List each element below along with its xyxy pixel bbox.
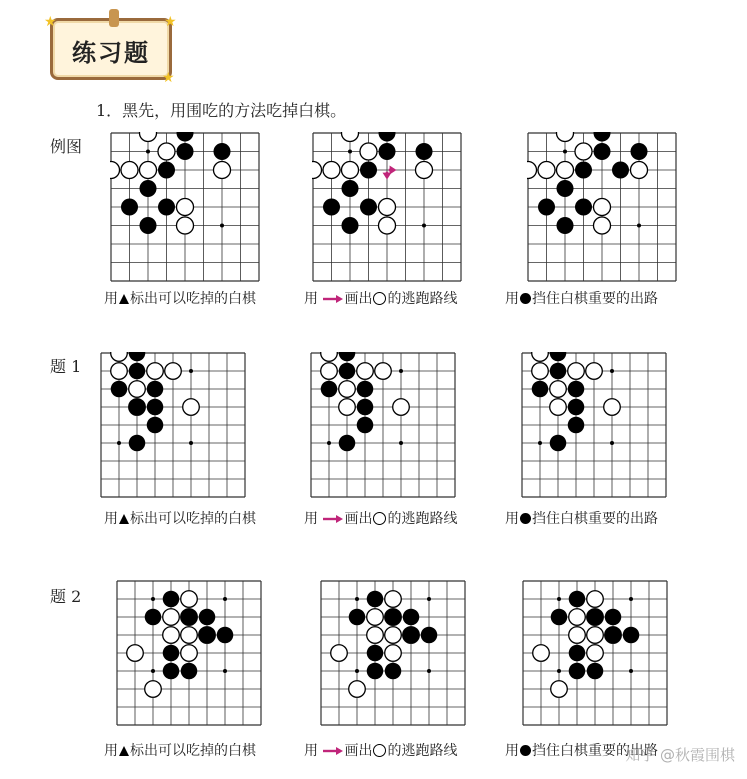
watermark: 知乎 @秋霞围棋 <box>625 746 735 764</box>
white-stone <box>127 645 144 662</box>
caption-draw: 用 画出 的逃跑路线 <box>304 743 458 759</box>
star-point <box>610 441 614 445</box>
black-stone <box>145 609 162 626</box>
black-stone <box>415 143 432 160</box>
black-stone <box>121 198 138 215</box>
star-point <box>348 150 352 154</box>
black-stone <box>605 609 622 626</box>
star-point <box>146 150 150 154</box>
white-stone <box>385 627 402 644</box>
caption-mark: 用 标出可以吃掉的白棋 <box>104 743 256 759</box>
black-stone <box>623 627 640 644</box>
white-stone <box>341 132 358 142</box>
white-stone <box>378 217 395 234</box>
go-board <box>110 132 260 282</box>
white-stone <box>213 161 230 178</box>
go-board <box>116 580 262 726</box>
row-label-example: 例图 <box>50 137 83 156</box>
white-stone <box>568 363 585 380</box>
black-stone <box>341 180 358 197</box>
black-stone <box>367 591 384 608</box>
black-stone <box>367 663 384 680</box>
black-stone <box>568 417 585 434</box>
black-stone <box>612 161 629 178</box>
black-stone <box>385 609 402 626</box>
nail-decoration <box>109 9 119 27</box>
star-point <box>610 369 614 373</box>
black-stone <box>147 399 164 416</box>
black-stone <box>129 435 146 452</box>
white-stone <box>181 645 198 662</box>
star-point <box>538 441 542 445</box>
black-stone <box>163 663 180 680</box>
white-stone <box>556 161 573 178</box>
go-board <box>527 132 677 282</box>
black-stone-icon <box>520 513 531 524</box>
white-stone <box>158 143 175 160</box>
black-stone <box>111 381 128 398</box>
white-stone <box>139 161 156 178</box>
black-stone <box>181 663 198 680</box>
black-stone <box>357 381 374 398</box>
star-point <box>117 441 121 445</box>
black-stone <box>550 352 567 361</box>
black-stone <box>213 143 230 160</box>
white-stone <box>339 399 356 416</box>
white-stone <box>532 352 549 361</box>
black-stone <box>323 198 340 215</box>
white-stone <box>110 161 120 178</box>
star-point <box>427 597 431 601</box>
go-board <box>521 352 667 498</box>
black-stone <box>532 381 549 398</box>
star-point <box>327 441 331 445</box>
white-stone <box>593 198 610 215</box>
white-stone <box>550 399 567 416</box>
black-stone <box>360 161 377 178</box>
black-stone <box>357 399 374 416</box>
white-stone <box>176 198 193 215</box>
white-stone <box>415 161 432 178</box>
white-stone <box>321 352 338 361</box>
white-stone <box>145 681 162 698</box>
black-stone <box>139 217 156 234</box>
black-stone-icon <box>520 293 531 304</box>
white-stone <box>556 132 573 142</box>
black-stone <box>378 132 395 142</box>
black-stone <box>199 627 216 644</box>
white-stone <box>357 363 374 380</box>
white-stone <box>181 591 198 608</box>
white-stone <box>331 645 348 662</box>
white-stone <box>587 591 604 608</box>
white-stone <box>360 143 377 160</box>
black-stone <box>139 180 156 197</box>
white-stone <box>323 161 340 178</box>
white-stone <box>163 627 180 644</box>
white-stone <box>378 198 395 215</box>
white-stone <box>385 591 402 608</box>
star-point <box>220 224 224 228</box>
star-icon: ★ <box>164 14 177 30</box>
star-point <box>189 441 193 445</box>
caption-block: 用 挡住白棋重要的出路 <box>505 291 658 307</box>
white-stone <box>551 681 568 698</box>
black-stone <box>568 381 585 398</box>
white-stone <box>593 217 610 234</box>
star-point <box>563 150 567 154</box>
black-stone <box>129 399 146 416</box>
black-stone <box>568 399 585 416</box>
triangle-icon <box>119 514 129 524</box>
star-icon: ★ <box>162 70 175 86</box>
black-stone <box>378 143 395 160</box>
white-stone-icon <box>373 744 386 757</box>
black-stone <box>163 591 180 608</box>
white-stone <box>586 363 603 380</box>
black-stone <box>575 198 592 215</box>
caption-mark: 用 标出可以吃掉的白棋 <box>104 511 256 527</box>
white-stone <box>569 627 586 644</box>
black-stone <box>593 143 610 160</box>
white-stone <box>527 161 537 178</box>
arrow-icon <box>322 514 344 524</box>
black-stone <box>217 627 234 644</box>
black-stone <box>339 435 356 452</box>
black-stone <box>569 663 586 680</box>
white-stone <box>111 352 128 361</box>
white-stone <box>176 217 193 234</box>
black-stone <box>360 198 377 215</box>
star-point <box>422 224 426 228</box>
white-stone <box>538 161 555 178</box>
black-stone <box>421 627 438 644</box>
black-stone <box>587 609 604 626</box>
star-point <box>629 597 633 601</box>
black-stone <box>569 645 586 662</box>
black-stone <box>339 363 356 380</box>
white-stone <box>533 645 550 662</box>
star-point <box>223 669 227 673</box>
star-point <box>355 597 359 601</box>
black-stone <box>385 663 402 680</box>
black-stone <box>587 663 604 680</box>
black-stone <box>321 381 338 398</box>
go-board <box>312 132 462 282</box>
white-stone <box>367 609 384 626</box>
go-board <box>100 352 246 498</box>
star-point <box>557 597 561 601</box>
arrow-icon <box>322 746 344 756</box>
white-stone <box>630 161 647 178</box>
white-stone <box>375 363 392 380</box>
black-stone <box>550 435 567 452</box>
star-point <box>399 441 403 445</box>
black-stone <box>550 363 567 380</box>
go-board <box>522 580 668 726</box>
black-stone-icon <box>520 745 531 756</box>
white-stone <box>139 132 156 142</box>
star-point <box>629 669 633 673</box>
black-stone <box>199 609 216 626</box>
white-stone <box>341 161 358 178</box>
white-stone <box>367 627 384 644</box>
caption-mark: 用 标出可以吃掉的白棋 <box>104 291 256 307</box>
white-stone <box>181 627 198 644</box>
white-stone <box>575 143 592 160</box>
black-stone <box>569 591 586 608</box>
star-point <box>189 369 193 373</box>
white-stone <box>121 161 138 178</box>
white-stone <box>587 645 604 662</box>
black-stone <box>181 609 198 626</box>
black-stone <box>176 132 193 142</box>
white-stone <box>604 399 621 416</box>
star-point <box>355 669 359 673</box>
page-title: 练习题 <box>72 39 150 67</box>
white-stone <box>321 363 338 380</box>
black-stone <box>556 217 573 234</box>
white-stone-icon <box>373 512 386 525</box>
caption-block: 用 挡住白棋重要的出路 <box>505 743 658 759</box>
white-stone <box>165 363 182 380</box>
escape-arrowhead <box>383 173 392 180</box>
star-point <box>557 669 561 673</box>
black-stone <box>349 609 366 626</box>
black-stone <box>538 198 555 215</box>
white-stone <box>587 627 604 644</box>
black-stone <box>163 645 180 662</box>
star-point <box>151 669 155 673</box>
star-point <box>427 669 431 673</box>
black-stone <box>339 352 356 361</box>
white-stone <box>349 681 366 698</box>
caption-draw: 用 画出 的逃跑路线 <box>304 511 458 527</box>
go-board <box>310 352 456 498</box>
black-stone <box>630 143 647 160</box>
title-badge <box>50 18 172 80</box>
white-stone <box>385 645 402 662</box>
star-point <box>151 597 155 601</box>
arrow-icon <box>322 294 344 304</box>
black-stone <box>357 417 374 434</box>
black-stone <box>403 609 420 626</box>
black-stone <box>551 609 568 626</box>
triangle-icon <box>119 294 129 304</box>
white-stone <box>163 609 180 626</box>
star-icon: ★ <box>44 14 57 30</box>
black-stone <box>147 417 164 434</box>
white-stone <box>129 381 146 398</box>
white-stone-icon <box>373 292 386 305</box>
black-stone <box>605 627 622 644</box>
white-stone <box>569 609 586 626</box>
white-stone <box>183 399 200 416</box>
black-stone <box>403 627 420 644</box>
white-stone <box>532 363 549 380</box>
white-stone <box>312 161 322 178</box>
black-stone <box>593 132 610 142</box>
star-point <box>637 224 641 228</box>
black-stone <box>556 180 573 197</box>
white-stone <box>147 363 164 380</box>
caption-block: 用 挡住白棋重要的出路 <box>505 511 658 527</box>
go-board <box>320 580 466 726</box>
black-stone <box>158 161 175 178</box>
black-stone <box>129 363 146 380</box>
row-label-problem-2: 题 2 <box>50 587 82 606</box>
black-stone <box>575 161 592 178</box>
white-stone <box>393 399 410 416</box>
caption-draw: 用 画出 的逃跑路线 <box>304 291 458 307</box>
black-stone <box>129 352 146 361</box>
triangle-icon <box>119 746 129 756</box>
star-point <box>223 597 227 601</box>
star-point <box>399 369 403 373</box>
white-stone <box>339 381 356 398</box>
black-stone <box>176 143 193 160</box>
question-text: 1．黑先，用围吃的方法吃掉白棋。 <box>96 101 347 120</box>
black-stone <box>158 198 175 215</box>
white-stone <box>111 363 128 380</box>
row-label-problem-1: 题 1 <box>50 357 82 376</box>
white-stone <box>550 381 567 398</box>
black-stone <box>367 645 384 662</box>
black-stone <box>147 381 164 398</box>
black-stone <box>341 217 358 234</box>
